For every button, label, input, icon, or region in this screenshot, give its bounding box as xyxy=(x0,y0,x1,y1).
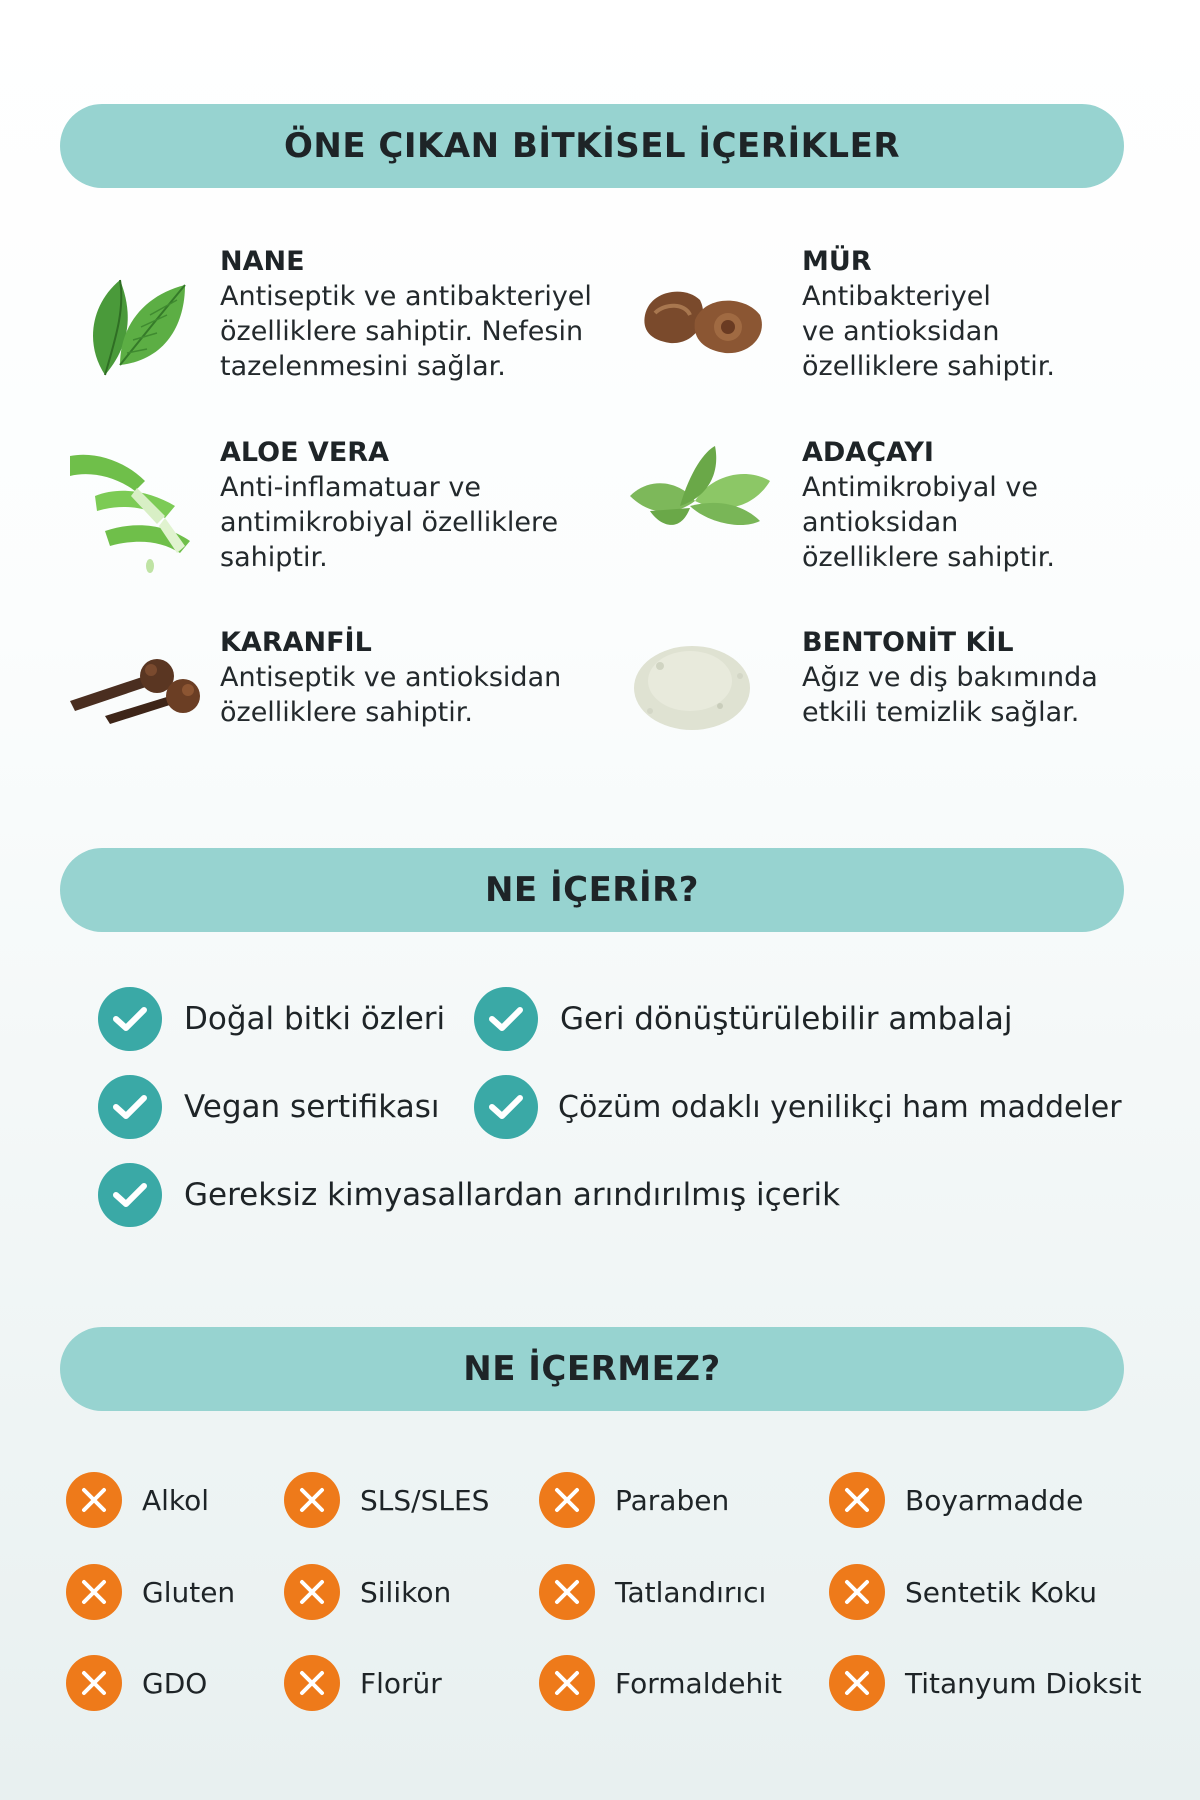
cross-icon xyxy=(539,1564,595,1620)
contains-item-label: Çözüm odaklı yenilikçi ham maddeler xyxy=(558,1089,1122,1125)
cross-icon xyxy=(66,1472,122,1528)
ingredient-card-nane xyxy=(65,245,592,415)
sage-leaf-icon xyxy=(620,436,770,586)
excludes-item xyxy=(539,1564,766,1620)
contains-item xyxy=(98,1075,439,1139)
ingredient-card-aloe-vera xyxy=(65,436,565,606)
ingredient-description-line: Anti-inflamatuar ve xyxy=(220,472,481,503)
featured-ingredients-title: ÖNE ÇIKAN BİTKİSEL İÇERİKLER xyxy=(60,104,1124,188)
excludes-item xyxy=(829,1655,1141,1711)
ingredient-description-line: tazelenmesini sağlar. xyxy=(220,351,506,382)
ingredient-description-line: özelliklere sahiptir. xyxy=(220,697,473,728)
excludes-item-label: Silikon xyxy=(360,1575,452,1609)
myrrh-resin-icon xyxy=(630,245,780,395)
ingredient-description-line: Antiseptik ve antibakteriyel xyxy=(220,281,592,312)
cross-icon xyxy=(829,1564,885,1620)
ingredient-card-karanfil xyxy=(65,626,565,796)
excludes-item xyxy=(829,1564,1097,1620)
ingredient-description-line: özelliklere sahiptir. Nefesin xyxy=(220,316,584,347)
ingredient-name: MÜR xyxy=(802,246,872,277)
excludes-item xyxy=(539,1655,782,1711)
ingredient-description-line: etkili temizlik sağlar. xyxy=(802,697,1080,728)
ingredient-description-line: Antiseptik ve antioksidan xyxy=(220,662,562,693)
ingredient-name: ALOE VERA xyxy=(220,437,389,468)
cross-icon xyxy=(284,1655,340,1711)
ingredient-name: BENTONİT KİL xyxy=(802,627,1014,658)
check-icon xyxy=(98,1163,162,1227)
cross-icon xyxy=(66,1564,122,1620)
ingredient-description-line: özelliklere sahiptir. xyxy=(802,542,1055,573)
excludes-item-label: SLS/SLES xyxy=(360,1483,490,1517)
cross-icon xyxy=(539,1472,595,1528)
contains-item xyxy=(98,1163,840,1227)
excludes-item xyxy=(539,1472,729,1528)
contains-item-label: Doğal bitki özleri xyxy=(184,1001,446,1037)
cross-icon xyxy=(66,1655,122,1711)
excludes-item-label: Florür xyxy=(360,1666,442,1700)
excludes-item-label: GDO xyxy=(142,1666,208,1700)
check-icon xyxy=(98,987,162,1051)
contains-item-label: Gereksiz kimyasallardan arındırılmış içerik xyxy=(184,1177,841,1213)
excludes-item-label: Alkol xyxy=(142,1483,210,1517)
ingredient-card-adacayi xyxy=(620,436,1120,606)
mint-leaf-icon xyxy=(65,245,215,395)
excludes-item xyxy=(829,1472,1083,1528)
ingredient-name: NANE xyxy=(220,246,305,277)
excludes-item-label: Boyarmadde xyxy=(905,1483,1084,1517)
ingredient-description-line: sahiptir. xyxy=(220,542,328,573)
ingredient-description-line: antimikrobiyal özelliklere xyxy=(220,507,559,538)
excludes-item-label: Paraben xyxy=(615,1483,730,1517)
ingredient-description-line: antioksidan xyxy=(802,507,959,538)
ingredient-card-mur xyxy=(630,245,1130,415)
excludes-item-label: Formaldehit xyxy=(615,1666,782,1700)
excludes-item xyxy=(284,1472,489,1528)
ingredient-description-line: Antimikrobiyal ve xyxy=(802,472,1038,503)
excludes-item-label: Titanyum Dioksit xyxy=(905,1666,1142,1700)
excludes-item xyxy=(66,1564,235,1620)
check-icon xyxy=(98,1075,162,1139)
excludes-title: NE İÇERMEZ? xyxy=(60,1327,1124,1411)
excludes-item xyxy=(66,1655,207,1711)
excludes-item-label: Tatlandırıcı xyxy=(615,1575,767,1609)
contains-item-label: Geri dönüştürülebilir ambalaj xyxy=(560,1001,1013,1037)
ingredient-description-line: özelliklere sahiptir. xyxy=(802,351,1055,382)
excludes-item xyxy=(66,1472,209,1528)
contains-item xyxy=(98,987,445,1051)
aloe-vera-icon xyxy=(65,436,215,586)
excludes-item-label: Gluten xyxy=(142,1575,236,1609)
ingredient-description-line: ve antioksidan xyxy=(802,316,1000,347)
contains-item-label: Vegan sertifikası xyxy=(184,1089,440,1125)
cross-icon xyxy=(539,1655,595,1711)
contains-item xyxy=(474,1075,1122,1139)
ingredient-description-line: Antibakteriyel xyxy=(802,281,991,312)
cross-icon xyxy=(284,1564,340,1620)
check-icon xyxy=(474,1075,538,1139)
excludes-item xyxy=(284,1655,442,1711)
contains-title: NE İÇERİR? xyxy=(60,848,1124,932)
excludes-item-label: Sentetik Koku xyxy=(905,1575,1098,1609)
ingredient-description-line: Ağız ve diş bakımında xyxy=(802,662,1098,693)
cross-icon xyxy=(829,1655,885,1711)
bentonite-clay-icon xyxy=(620,626,770,776)
check-icon xyxy=(474,987,538,1051)
ingredient-name: ADAÇAYI xyxy=(802,437,934,468)
cross-icon xyxy=(284,1472,340,1528)
clove-icon xyxy=(65,626,215,776)
ingredient-card-bentonit-kil xyxy=(620,626,1120,796)
contains-item xyxy=(474,987,1012,1051)
ingredient-name: KARANFİL xyxy=(220,627,372,658)
cross-icon xyxy=(829,1472,885,1528)
excludes-item xyxy=(284,1564,451,1620)
